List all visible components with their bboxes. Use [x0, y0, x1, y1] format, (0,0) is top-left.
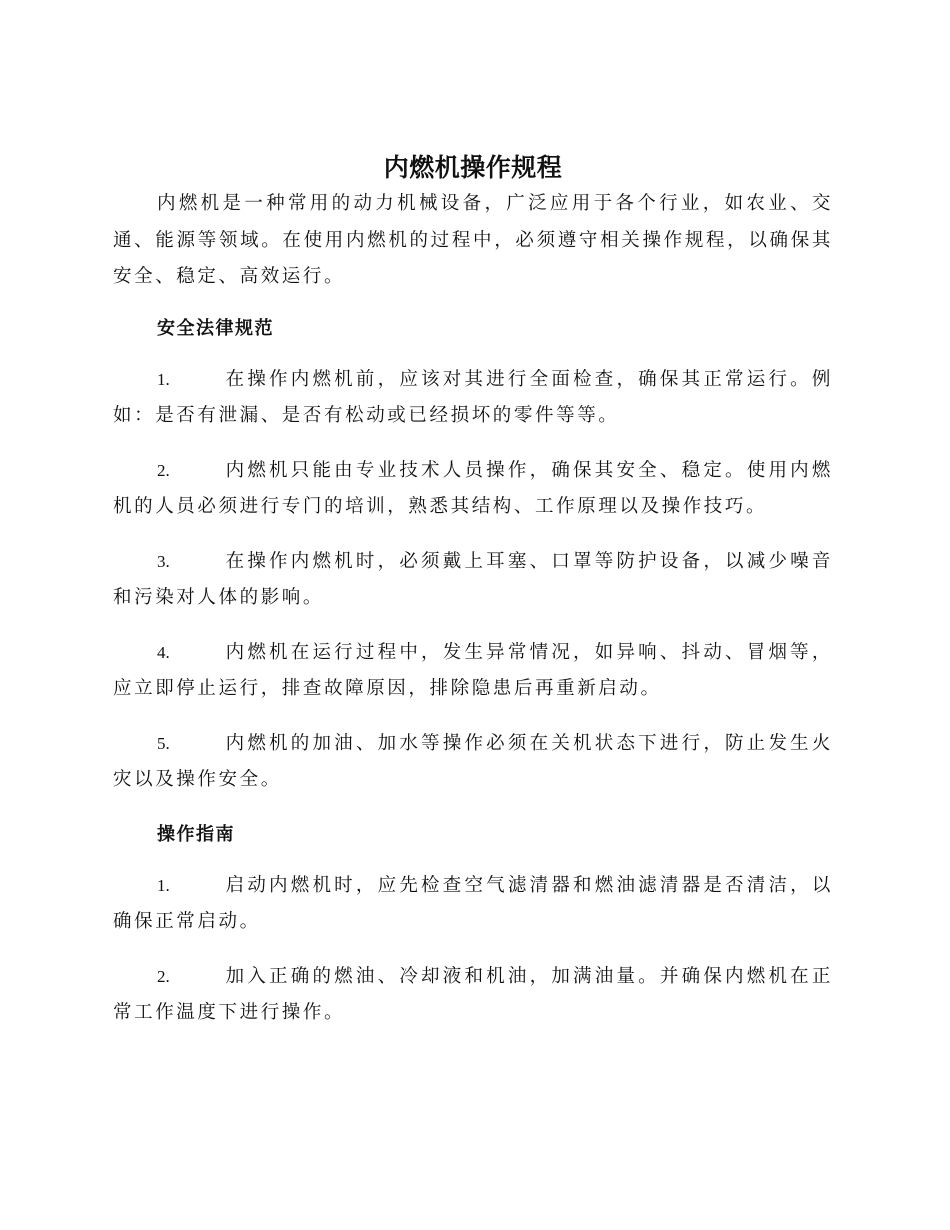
section-operation-guide — [113, 817, 833, 1032]
list-item — [113, 868, 833, 941]
list-item — [113, 453, 833, 526]
page-title: 内燃机操作规程 — [383, 153, 563, 182]
item-number: 4. — [157, 642, 170, 662]
list-item — [113, 635, 833, 708]
document-body — [113, 150, 833, 1050]
intro-paragraph: 内燃机是一种常用的动力机械设备，广泛应用于各个行业，如农业、交通、能源等领域。在使用内燃机的过程中，必须遵守相关操作规程，以确保其安全、稳定、高效运行。 — [113, 193, 833, 287]
item-text: 内燃机的加油、加水等操作必须在关机状态下进行，防止发生火灾以及操作安全。 — [113, 732, 833, 790]
list-item — [113, 726, 833, 799]
item-text: 加入正确的燃油、冷却液和机油，加满油量。并确保内燃机在正常工作温度下进行操作。 — [113, 965, 833, 1023]
list-item — [113, 959, 833, 1032]
item-number: 2. — [157, 966, 170, 986]
section-heading: 操作指南 — [157, 823, 235, 845]
item-text: 在操作内燃机前，应该对其进行全面检查，确保其正常运行。例如：是否有泄漏、是否有松动或已经损坏的零件等等。 — [113, 368, 833, 426]
section-heading: 安全法律规范 — [157, 317, 274, 339]
item-number: 1. — [157, 875, 170, 895]
item-number: 1. — [157, 369, 170, 389]
list-item — [113, 362, 833, 435]
item-text: 在操作内燃机时，必须戴上耳塞、口罩等防护设备，以减少噪音和污染对人体的影响。 — [113, 550, 833, 608]
item-text: 启动内燃机时，应先检查空气滤清器和燃油滤清器是否清洁，以确保正常启动。 — [113, 874, 833, 932]
item-number: 3. — [157, 551, 170, 571]
item-number: 2. — [157, 460, 170, 480]
section-safety — [113, 311, 833, 799]
list-item — [113, 544, 833, 617]
item-number: 5. — [157, 733, 170, 753]
item-text: 内燃机只能由专业技术人员操作，确保其安全、稳定。使用内燃机的人员必须进行专门的培训，熟悉其结构、工作原理以及操作技巧。 — [113, 459, 833, 517]
item-text: 内燃机在运行过程中，发生异常情况，如异响、抖动、冒烟等，应立即停止运行，排查故障原因，排除隐患后再重新启动。 — [113, 641, 833, 699]
